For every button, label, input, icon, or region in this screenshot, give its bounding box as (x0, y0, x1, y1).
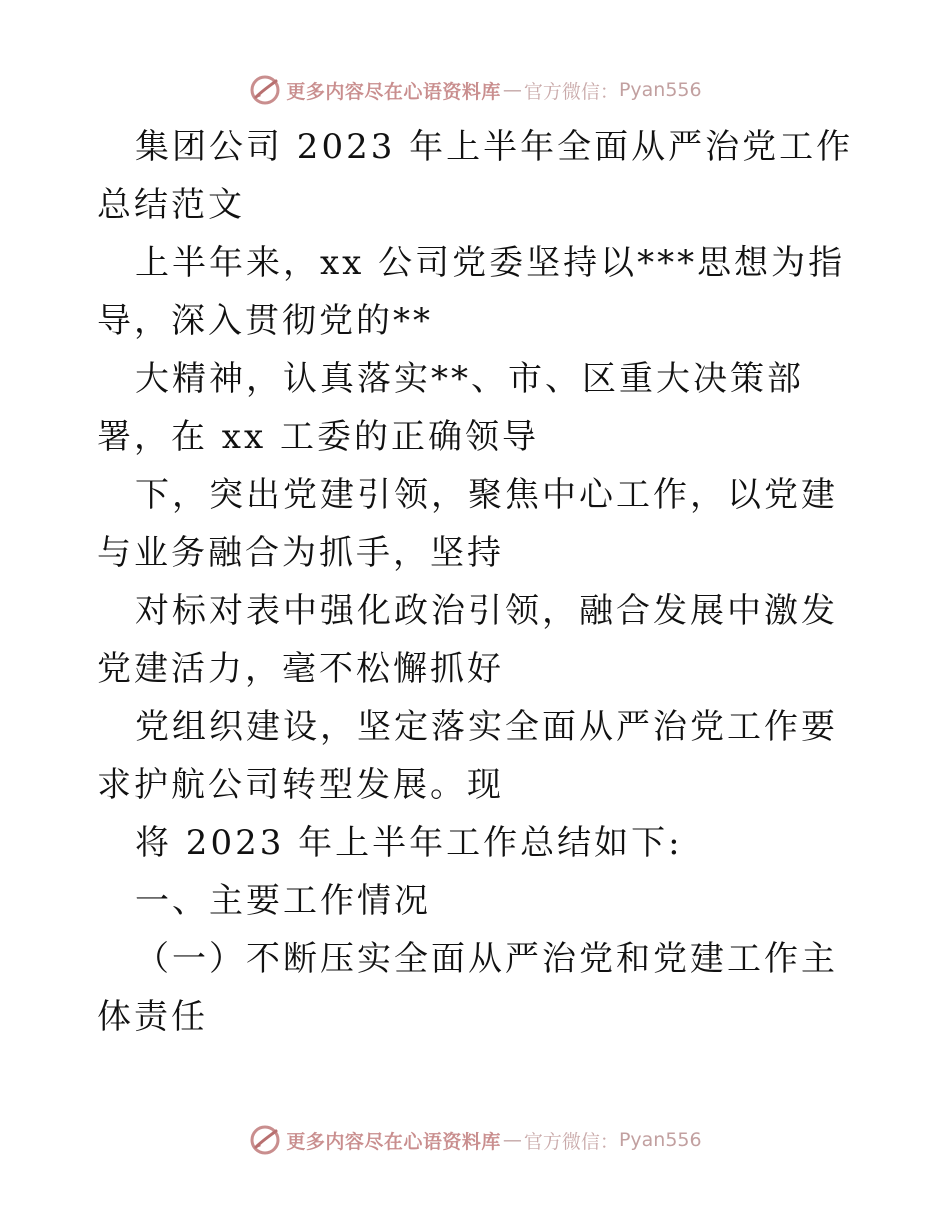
pen-swirl-logo-icon (248, 1123, 282, 1157)
document-paragraph: 对标对表中强化政治引领，融合发展中激发党建活力，毫不松懈抓好 (97, 591, 838, 689)
document-paragraph: 党组织建设，坚定落实全面从严治党工作要求护航公司转型发展。现 (97, 707, 838, 805)
watermark-wechat-id: Pyan556 (618, 79, 702, 101)
subsection-heading: （一）不断压实全面从严治党和党建工作主体责任 (97, 939, 838, 1037)
footer-watermark (0, 1120, 950, 1160)
pen-swirl-logo-icon (248, 73, 282, 107)
document-paragraph: 下，突出党建引领，聚焦中心工作，以党建与业务融合为抓手，坚持 (97, 475, 838, 573)
document-paragraph: 上半年来，xx 公司党委坚持以***思想为指导，深入贯彻党的** (97, 243, 846, 341)
document-paragraph: 大精神，认真落实**、市、区重大决策部署，在 xx 工委的正确领导 (97, 359, 804, 457)
document-title: 集团公司 2023 年上半年全面从严治党工作总结范文 (97, 127, 854, 225)
document-paragraph: 将 2023 年上半年工作总结如下: (135, 823, 683, 863)
document-body (97, 118, 857, 1046)
watermark-wechat-id: Pyan556 (618, 1129, 702, 1151)
watermark-separator: — (502, 79, 522, 101)
watermark-contact-label: 官方微信： (523, 80, 619, 103)
watermark-separator: — (502, 1129, 522, 1151)
section-heading: 一、主要工作情况 (135, 881, 431, 921)
watermark-brand: 更多内容尽在心语资料库 (286, 1130, 501, 1153)
header-watermark (0, 70, 950, 110)
watermark-brand: 更多内容尽在心语资料库 (286, 80, 501, 103)
watermark-contact-label: 官方微信： (523, 1130, 619, 1153)
